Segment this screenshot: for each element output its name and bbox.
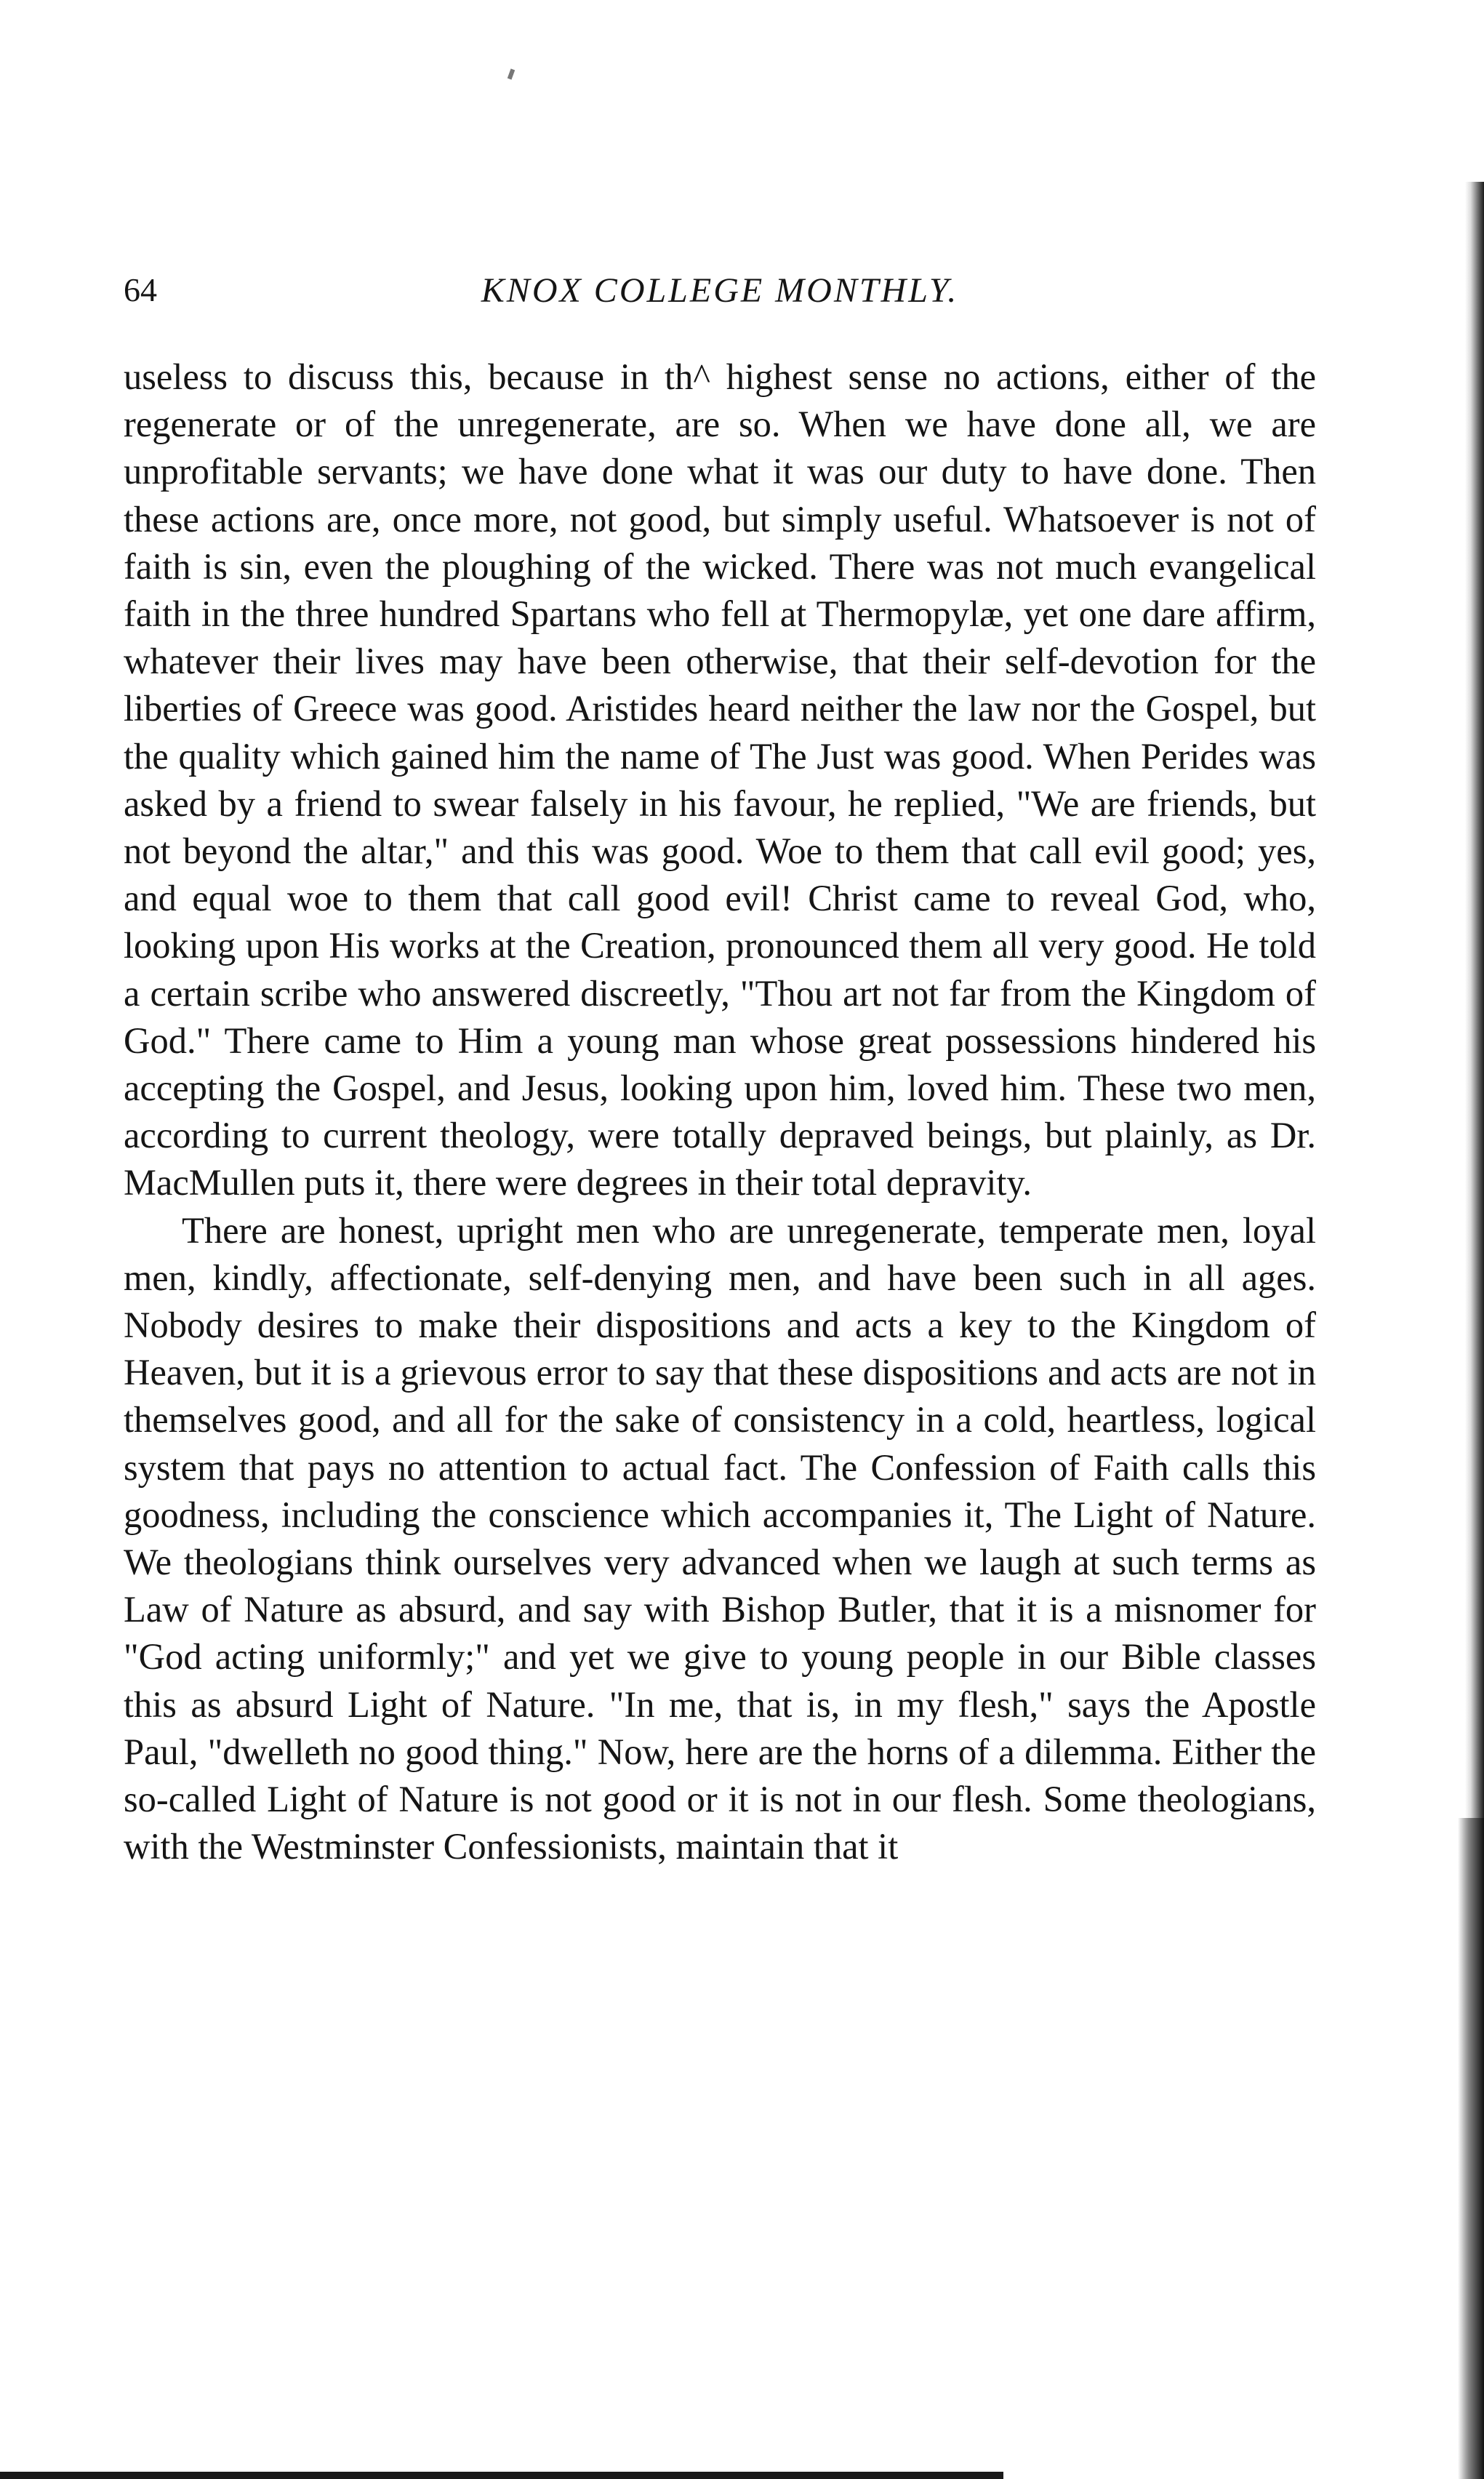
scan-speck xyxy=(508,68,515,79)
paragraph-1: useless to discuss this, because in th^ highest sense no actions, either of the regenerate or of the unregenerate, are so. When we have done all, we are unprofitable servants; we have done what it was our duty to have done. Then these actions are, once more, not good, but simply useful. Whatsoever is not of faith is sin, even the ploughing of the wicked. There was not much evangelical faith in the three hundred Spartans who fell at Thermopylæ, yet one dare affirm, whatever their lives may have been otherwise, that their self-devotion for the liberties of Greece was good. Aristides heard neither the law nor the Gospel, but the quality which gained him the name of The Just was good. When Perides was asked by a friend to swear falsely in his favour, he replied, "We are friends, but not beyond the altar," and this was good. Woe to them that call evil good; yes, and equal woe to them that call good evil! Christ came to reveal God, who, looking upon His works at the Creation, pronounced them all very good. He told a certain scribe who answered discreetly, "Thou art not far from the Kingdom of God." There came to Him a young man whose great possessions hindered his accepting the Gospel, and Jesus, looking upon him, loved him. These two men, according to current theology, were totally depraved beings, but plainly, as Dr. MacMullen puts it, there were degrees in their total depravity. xyxy=(124,356,1316,1204)
scan-bottom-edge xyxy=(0,2472,1003,2479)
scan-page-edge-shadow xyxy=(1458,1818,1484,2479)
running-title: KNOX COLLEGE MONTHLY. xyxy=(481,271,959,310)
page-number: 64 xyxy=(124,271,157,308)
body-text xyxy=(124,353,1316,1871)
page-header xyxy=(124,271,1316,321)
paragraph-2: There are honest, upright men who are unregenerate, temperate men, loyal men, kindly, affectionate, self-denying men, and have been such in all ages. Nobody desires to make their dispositions and acts a key to the Kingdom of Heaven, but it is a grievous error to say that these dispositions and acts are not in themselves good, and all for the sake of consistency in a cold, heartless, logical system that pays no attention to actual fact. The Confession of Faith calls this goodness, including the conscience which accompanies it, The Light of Nature. We theologians think ourselves very advanced when we laugh at such terms as Law of Nature as absurd, and say with Bishop Butler, that it is a misnomer for "God acting uniformly;" and yet we give to young people in our Bible classes this as absurd Light of Nature. "In me, that is, in my flesh," says the Apostle Paul, "dwelleth no good thing." Now, here are the horns of a dilemma. Either the so-called Light of Nature is not good or it is not in our flesh. Some theologians, with the Westminster Confessionists, maintain that it xyxy=(124,1209,1316,1867)
